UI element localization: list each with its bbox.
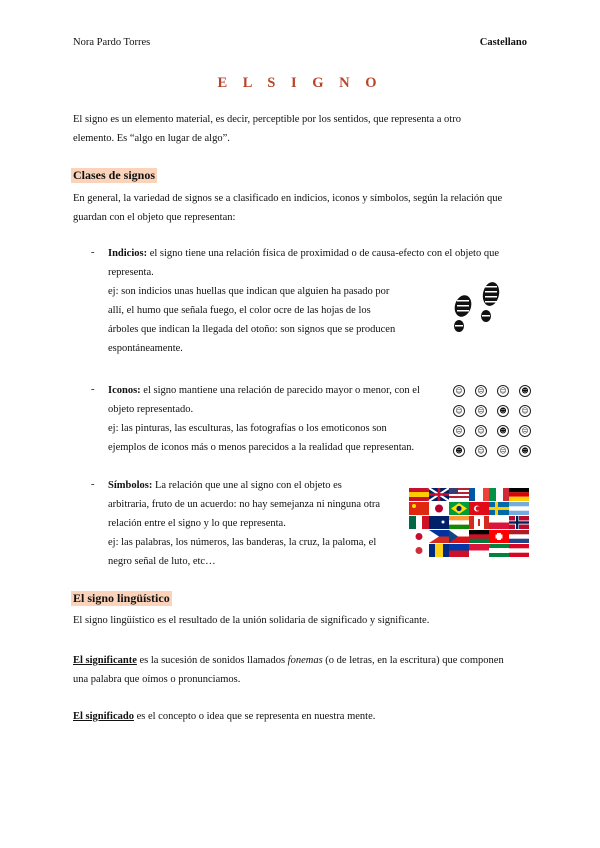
simbolos-line-1: La relación que une al signo con el objeto es [152,480,342,491]
section-heading-clases: Clases de signos [73,168,156,182]
bullet-dash: - [91,479,95,490]
iconos-line-4: ejemplos de iconos más o menos parecidos a la realidad que representan. [108,442,415,453]
significante-line-2: una palabra que oímos o pronunciamos. [73,674,241,685]
emoticon-icon: ☻ [497,425,509,437]
emoticon-icon: ☺ [475,445,487,457]
intro-line-1: El signo es un elemento material, es decir, perceptible por los sentidos, que representa a otro [73,114,461,125]
intro-paragraph [73,110,461,148]
page-title: E L S I G N O [217,75,383,91]
flags-image [409,488,529,557]
iconos-item [108,381,448,457]
iconos-line-1: el signo mantiene una relación de parecido mayor o menor, con el [140,385,420,396]
simbolos-line-5: negro señal de luto, etc… [108,556,216,567]
emoticon-icon: ☹ [475,385,487,397]
emoticon-icon: ☺ [453,405,465,417]
simbolos-item [108,476,408,571]
emoticon-icon: ☻ [519,385,531,397]
author-name: Nora Pardo Torres [73,37,151,48]
significante-pre: es la sucesión de sonidos llamados [136,655,288,666]
emoticon-icon: ☹ [453,425,465,437]
emoticon-icon: ☺ [497,385,509,397]
clases-line-1: En general, la variedad de signos se a clasificado en indicios, iconos y símbolos, según la relación que [73,193,503,204]
emoticon-icon: ☺ [475,425,487,437]
intro-line-2: elemento. Es “algo en lugar de algo”. [73,133,230,144]
significante-term: El significante [73,655,137,666]
section-heading-linguistico: El signo lingüístico [73,591,170,605]
emoticon-icon: ☻ [497,405,509,417]
linguistico-line-1: El signo lingüístico es el resultado de la unión solidaria de significado y significante. [73,615,430,626]
subject-name: Castellano [479,37,527,48]
emoticon-icon: ☹ [519,425,531,437]
clases-line-2: guardan con el objeto que representan: [73,212,236,223]
emoticon-icon: ☹ [475,405,487,417]
significante-paragraph [73,651,533,689]
significante-italic: fonemas [287,655,323,666]
simbolos-term: Símbolos: [108,480,153,491]
indicios-line-6: espontáneamente. [108,343,183,354]
clases-paragraph [73,189,502,227]
iconos-term: Iconos: [108,385,141,396]
emoticon-icon: ☺ [453,385,465,397]
simbolos-line-3: relación entre el signo y lo que representa. [108,518,286,529]
emoticon-icon: ☺ [519,405,531,417]
indicios-term: Indicios: [108,248,148,259]
iconos-line-2: objeto representado. [108,404,194,415]
emoticon-icon: ☻ [453,445,465,457]
bullet-dash: - [91,247,95,258]
emoticon-icon: ☹ [497,445,509,457]
indicios-line-3: ej: son indicios unas huellas que indican que alguien ha pasado por [108,286,390,297]
significante-post: (o de letras, en la escritura) que componen [322,655,504,666]
indicios-line-1: el signo tiene una relación física de proximidad o de causa-efecto con el objeto que [147,248,499,259]
simbolos-line-4: ej: las palabras, los números, las banderas, la cruz, la paloma, el [108,537,377,548]
simbolos-line-2: arbitraria, fruto de un acuerdo: no hay semejanza ni ninguna otra [108,499,381,510]
emoticon-icon: ☻ [519,445,531,457]
indicios-line-5: árboles que indican la llegada del otoño: son signos que se producen [108,324,396,335]
significado-text: es el concepto o idea que se representa en nuestra mente. [133,711,376,722]
footprints-image [444,276,514,340]
iconos-line-3: ej: las pinturas, las esculturas, las fotografías o los emoticonos son [108,423,387,434]
bullet-dash: - [91,384,95,395]
significado-paragraph [73,707,375,726]
significado-term: El significado [73,711,134,722]
emoticons-image [453,385,541,457]
indicios-line-4: allí, el humo que señala fuego, el color ocre de las hojas de los [108,305,371,316]
indicios-line-2: representa. [108,267,154,278]
